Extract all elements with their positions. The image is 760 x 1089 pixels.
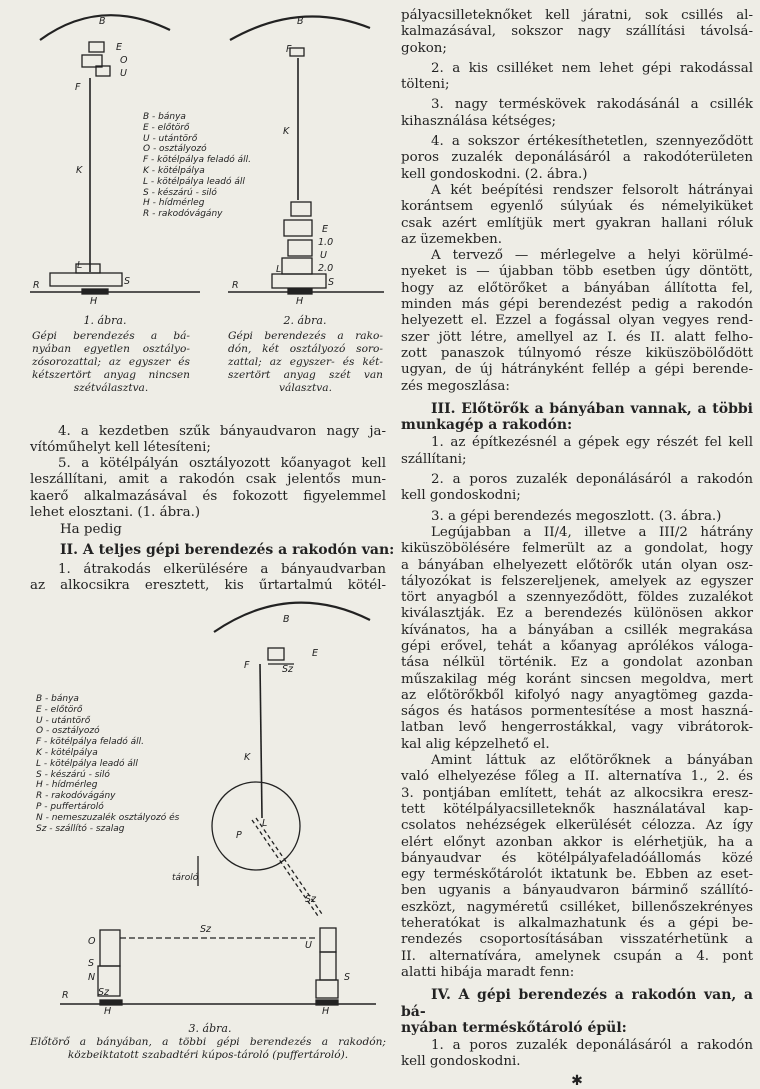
left-p1: 4. a kezdetben szűk bányaudvaron nagy ja- vítóműhelyt kell létesíteni; [30, 424, 386, 456]
legend-item: L - kötélpálya leadó áll [36, 758, 138, 769]
fig2-classifier2 [282, 258, 312, 274]
fig2-scale [288, 289, 312, 294]
fig1-label-U: U [120, 68, 127, 79]
fig3-aftercrusher [320, 928, 336, 952]
fig3-silo-right [316, 980, 338, 998]
fig1-aftercrusher-box [96, 66, 110, 76]
fig3-label-Sz2: Sz [305, 894, 317, 905]
fig3-classifier-right [320, 952, 336, 980]
fig3-label-R: R [62, 990, 69, 1001]
legend-item: F - kötélpálya feladó áll. [36, 737, 145, 748]
fig3-caption: Előtörő a bányában, a többi gépi berendezés a rakodón; közbeiktatott szabadtéri kúpos-tároló (puffertároló). [30, 1036, 386, 1061]
legend-item: N - nemeszuzalék osztályozó és [36, 812, 180, 823]
fig3-label-N: N [88, 972, 96, 983]
legend-item: F - kötélpálya feladó áll. [143, 155, 252, 166]
fig1-crusher-box [89, 42, 104, 52]
legend-item: R - rakodóvágány [36, 791, 116, 802]
legend-item: L - kötélpálya leadó áll [143, 176, 245, 187]
fig1-label-F: F [75, 82, 81, 93]
legend-item: K - kötélpálya [36, 747, 98, 758]
fig2-label-F: F [286, 44, 292, 55]
legend-item: B - bánya [36, 694, 79, 704]
legend-item: S - készárú - siló [143, 187, 217, 198]
fig2-label-H: H [296, 296, 304, 307]
right-heading-iv: IV. A gépi berendezés a rakodón van, a bá- [401, 987, 753, 1020]
legend-item: H - hídmérleg [36, 780, 98, 791]
fig1-caption: Gépi berendezés a bá- nyában egyetlen osztályo- zósorozattal; az egyszer és kétszertört anyag nincsen szétválasztva. [32, 330, 190, 394]
fig2-caption: Gépi berendezés a rako- dón, két osztályozó soro- zattal; az egyszer- és két- szertört anyag szét van választva. [228, 330, 383, 394]
fig2-classifier1 [284, 220, 312, 236]
left-p4: 1. átrakodás elkerülésére a bányaudvarban az alkocsikra eresztett, kis űrtartalmú kötél- [30, 562, 386, 594]
fig2-label-U: U [320, 250, 327, 261]
fig1-label-E: E [116, 42, 123, 53]
legend-item: S - készárú - siló [36, 769, 110, 780]
right-p1-line: gokon; [401, 40, 447, 56]
legend-item: U - utántörő [143, 133, 198, 144]
fig2-caption-title: 2. ábra. [283, 314, 327, 327]
fig3-quarry-arc [214, 603, 370, 632]
fig3-label-O: O [88, 936, 96, 947]
legend-item: B - bánya [143, 112, 186, 122]
fig1-label-H: H [90, 296, 98, 307]
legend-item: H - hídmérleg [143, 198, 205, 209]
fig3-label-Sz4: Sz [98, 987, 110, 998]
left-p3: Ha pedig [60, 522, 122, 537]
fig2-label-L: L [276, 264, 282, 275]
right-p1-line: pályacsilleteknőket kell járatni, sok csillés al- [401, 8, 753, 23]
fig1-label-O: O [120, 55, 128, 66]
fig3-classifier-left [100, 930, 120, 966]
legend-item: O - osztályozó [143, 144, 207, 155]
fig1-legend [143, 112, 251, 220]
legend-item: R - rakodóvágány [143, 209, 223, 220]
fig1-label-R: R [33, 280, 40, 291]
fig3-legend [36, 694, 179, 834]
fig3-scale-left [100, 1000, 122, 1005]
fig1-label-S: S [124, 276, 131, 287]
fig3-ropeway [260, 664, 262, 818]
legend-item: E - előtörő [36, 704, 83, 715]
fig2-silo [272, 274, 326, 288]
legend-item: E - előtörő [143, 122, 190, 133]
fig3-label-H2: H [322, 1006, 330, 1017]
fig3-label-H: H [104, 1006, 112, 1017]
left-p2: 5. a kötélpályán osztályozott kőanyagot kell leszállítani, amit a rakodón csak jelentős mun- kaerő alkalmazásával és fokozott figyelemmel lehet elosztani. (1. ábra.) [30, 456, 386, 520]
right-column: pályacsilleteknőket kell járatni, sok csillés al- kalmazásával, sokszor nagy szállítási távolsá- gokon; 2. a kis csilléket nem lehet gépi rakodással tölteni; 3. nagy terméskövek rakodásánál a csillék kihasználása kétséges; 4. a sokszor értékesíthetetlen, szennyeződött poros zuzalék deponálásáról a rakodóterületen kell gondoskodni. (2. ábra.) A két beépítési rendszer felsorolt hátrányai korántsem egyenlő súlyúak és némelyiküket csak azért említjük mert gyakran hallani róluk az üzemekben. A tervező — mérlegelve a helyi körülmé- nyeket is — újabban több esetben úgy döntött, hogy az előtörőket a bányában állította fel, minden más gépi berendezést pedig a rakodón helyezett el. Ezzel a fogással olyan vegyes rend- szer jött létre, amellyel az I. és II. alatt felho- zott panaszok túlnyomó része kiküszöbölődött ugyan, de új hátrányként fellép a gépi berende- zés megoszlása: III. Előtörők a bányában vannak, a többi munkagép a rakodón: 1. az építkezésnél a gépek egy részét fel kell szállítani; 2. a poros zuzalék deponálásáról a rakodón kell gondoskodni; 3. a gépi berendezés megoszlott. (3. ábra.) Legújabban a II/4, illetve a III/2 hátrány kiküszöbölésére felmerült az a gondolat, hogy a bányában elhelyezett előtörők után olyan osz- tályozókat is felszereljenek, amelyek az egyszer tört anyagból a szennyeződött, földes zuzalékot kiválasztják. Ez a berendezés különösen akkor kívánatos, ha a bányában a csillék megrakása gépi erővel, tehát a kőanyag aprólékos váloga- tása nélkül történik. Ez a gondolat azonban műszakilag még koránt sincsen megoldva, mert az előtörőkből kifolyó nagy anyagtömeg gazda- ságos és hatásos pormentesítése a most haszná- latban levő hengerrostákkal, vagy vibrátorok- kal alig képzelhető el. Amint láttuk az előtörőknek a bányában való elhelyezése főleg a II. alternatíva 1., 2. és 3. pontjában említett, tehát az alkocsikra eresz- tett kötélpályacsilleteknők használatával kap- csolatos nehézségek elkerülését célozza. Az így elért előnyt azonban akkor is elérhetjük, ha a bányaudvar és kötélpályafeladóállomás közé egy terméskőtárolót iktatunk be. Ebben az eset- ben ugyanis a bányaudvaron bárminő szállító- eszközt, nagyméretű csilléket, billenőszekrényes teheratókat is alkalmazhatunk és a gépi be- rendezés csoportosításában visszatérhetünk a II. alternatívára, amelynek csupán a 4. pont alatti hibája maradt fenn: IV. A gépi berendezés a rakodón van, a bá- nyában terméskőtároló épül: 1. a poros zuzalék deponálásáról a rakodón kell gondoskodni. ✱ [401, 8, 753, 1089]
fig3-scale-right [316, 1000, 338, 1005]
fig3-label-U: U [305, 940, 312, 951]
fig3-label-S2: S [344, 972, 351, 983]
fig3-caption-title: 3. ábra. [188, 1022, 232, 1035]
fig1-label-K: K [76, 165, 83, 176]
right-p1-line: kalmazásával, sokszor nagy szállítási távolsá- [401, 24, 753, 40]
legend-item: Sz - szállító - szalag [36, 823, 125, 834]
fig3-label-K: K [244, 752, 251, 763]
fig1-scale [82, 289, 108, 294]
fig2-aftercrusher [288, 240, 312, 256]
fig2-crusher-box [291, 202, 311, 216]
fig1-silo [50, 273, 122, 286]
fig2-label-E: E [322, 224, 329, 235]
fig1-classifier-box [82, 55, 102, 67]
fig3-buffer-store [212, 782, 300, 870]
fig2-loader-box [290, 48, 304, 56]
fig3-label-B: B [283, 614, 290, 625]
legend-item: O - osztályozó [36, 726, 100, 737]
fig1-label-L: L [77, 260, 83, 271]
left-heading-ii: II. A teljes gépi berendezés a rakodón van: [60, 542, 395, 558]
fig1-label-B: B [99, 16, 106, 27]
right-heading-iii: III. Előtörők a bányában vannak, a többi [431, 400, 753, 417]
fig3-label-Sz3: Sz [200, 924, 212, 935]
fig1-caption-title: 1. ábra. [83, 314, 127, 327]
fig3-label-E: E [312, 648, 319, 659]
legend-item: U - utántörő [36, 715, 91, 726]
fig3-label-L: L [262, 818, 268, 829]
fig2-label-K: K [283, 126, 290, 137]
fig2-label-10: 1.0 [318, 237, 334, 248]
section-end-asterisk: ✱ [571, 1072, 583, 1089]
fig3-legend-extra: tároló [172, 873, 199, 883]
legend-item: K - kötélpálya [143, 165, 205, 176]
fig2-label-R: R [232, 280, 239, 291]
fig3-label-P: P [236, 830, 242, 841]
fig3-crusher [268, 648, 284, 660]
fig2-label-20: 2.0 [318, 263, 334, 274]
fig2-label-B: B [297, 16, 304, 27]
legend-item: P - puffertároló [36, 801, 104, 812]
fig3-label-Sz1: Sz [282, 664, 294, 675]
fig3-label-S1: S [88, 958, 95, 969]
fig3-label-F: F [244, 660, 250, 671]
fig2-label-S: S [328, 277, 335, 288]
